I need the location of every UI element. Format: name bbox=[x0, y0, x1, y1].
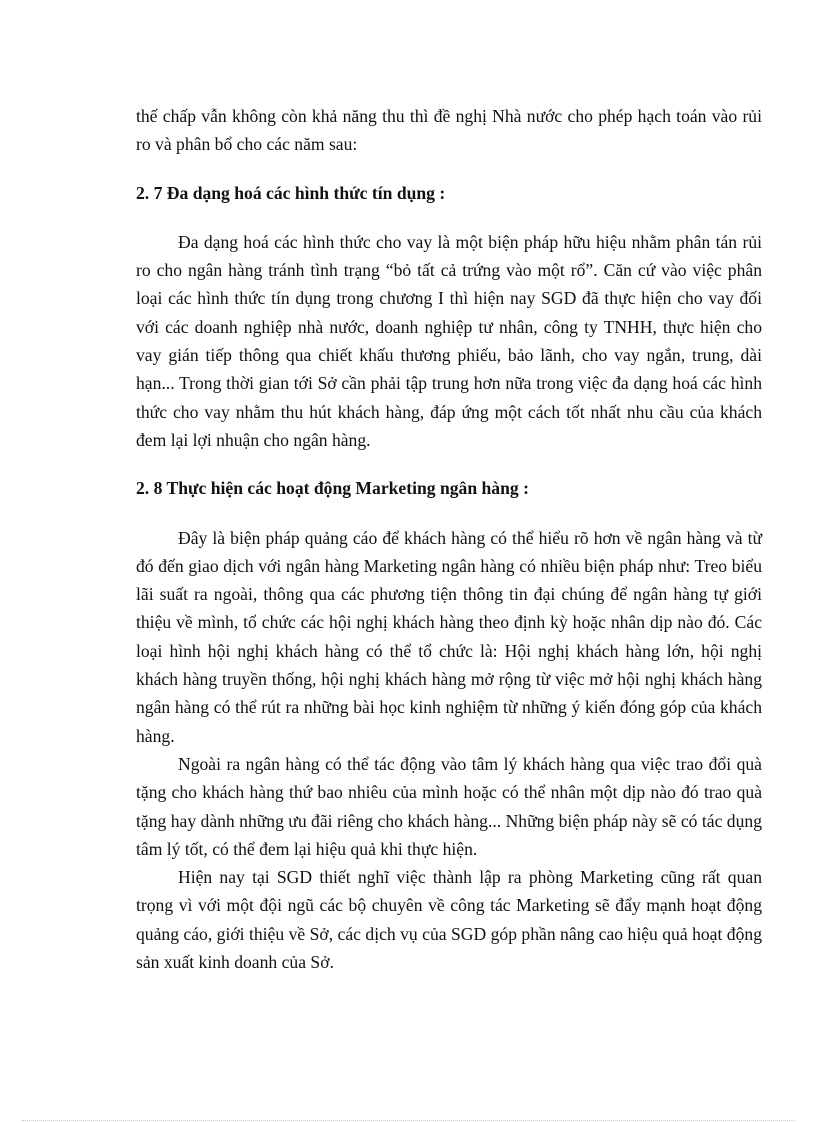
intro-paragraph: thế chấp vẫn không còn khả năng thu thì đề nghị Nhà nước cho phép hạch toán vào rủi ro và phân bổ cho các năm sau: bbox=[136, 106, 762, 155]
section-2-7-paragraph: Đa dạng hoá các hình thức cho vay là một biện pháp hữu hiệu nhằm phân tán rủi ro cho ngân hàng tránh tình trạng “bỏ tất cả trứng vào một rổ”. Căn cứ vào việc phân loại các hình thức tín dụng trong chương I thì hiện nay SGD đã thực hiện cho vay đối với các doanh nghiệp nhà nước, doanh nghiệp tư nhân, công ty TNHH, thực hiện cho vay gián tiếp thông qua chiết khấu thương phiếu, bảo lãnh, cho vay ngắn, trung, dài hạn... Trong thời gian tới Sở cần phải tập trung hơn nữa trong việc đa dạng hoá các hình thức cho vay nhằm thu hút khách hàng, đáp ứng một cách tốt nhất nhu cầu của khách đem lại lợi nhuận cho ngân hàng. bbox=[136, 231, 762, 450]
section-heading-2-8: 2. 8 Thực hiện các hoạt động Marketing ngân hàng : bbox=[136, 478, 529, 499]
section-2-8-paragraph-1: Đây là biện pháp quảng cáo để khách hàng có thể hiểu rõ hơn về ngân hàng và từ đó đến giao dịch với ngân hàng Marketing ngân hàng có nhiều biện pháp như: Treo biểu lãi suất ra ngoài, thông qua các phương tiện thông tin đại chúng để ngân hàng tự giới thiệu về mình, tổ chức các hội nghị khách hàng theo định kỳ hoặc nhân dịp nào đó. Các loại hình hội nghị khách hàng có thể tổ chức là: Hội nghị khách hàng lớn, hội nghị khách hàng truyền thống, hội nghị khách hàng mở rộng từ việc mở hội nghị khách hàng ngân hàng có thể rút ra những bài học kinh nghiệm từ những ý kiến đóng góp của khách hàng. bbox=[136, 527, 762, 746]
document-page bbox=[136, 102, 762, 976]
section-heading-2-7: 2. 7 Đa dạng hoá các hình thức tín dụng : bbox=[136, 182, 446, 203]
section-2-8-paragraph-3: Hiện nay tại SGD thiết nghĩ việc thành lập ra phòng Marketing cũng rất quan trọng vì với một đội ngũ các bộ chuyên về công tác Marketing sẽ đẩy mạnh hoạt động quảng cáo, giới thiệu về Sở, các dịch vụ của SGD góp phần nâng cao hiệu quả hoạt động sản xuất kinh doanh của Sở. bbox=[136, 867, 762, 973]
page-bottom-divider bbox=[22, 1120, 794, 1121]
section-2-8-paragraph-2: Ngoài ra ngân hàng có thể tác động vào tâm lý khách hàng qua việc trao đổi quà tặng cho khách hàng thứ bao nhiêu của mình hoặc có thể nhân một dịp nào đó trao quà tặng hay dành những ưu đãi riêng cho khách hàng... Những biện pháp này sẽ có tác dụng tâm lý tốt, có thể đem lại hiệu quả khi thực hiện. bbox=[136, 753, 762, 859]
